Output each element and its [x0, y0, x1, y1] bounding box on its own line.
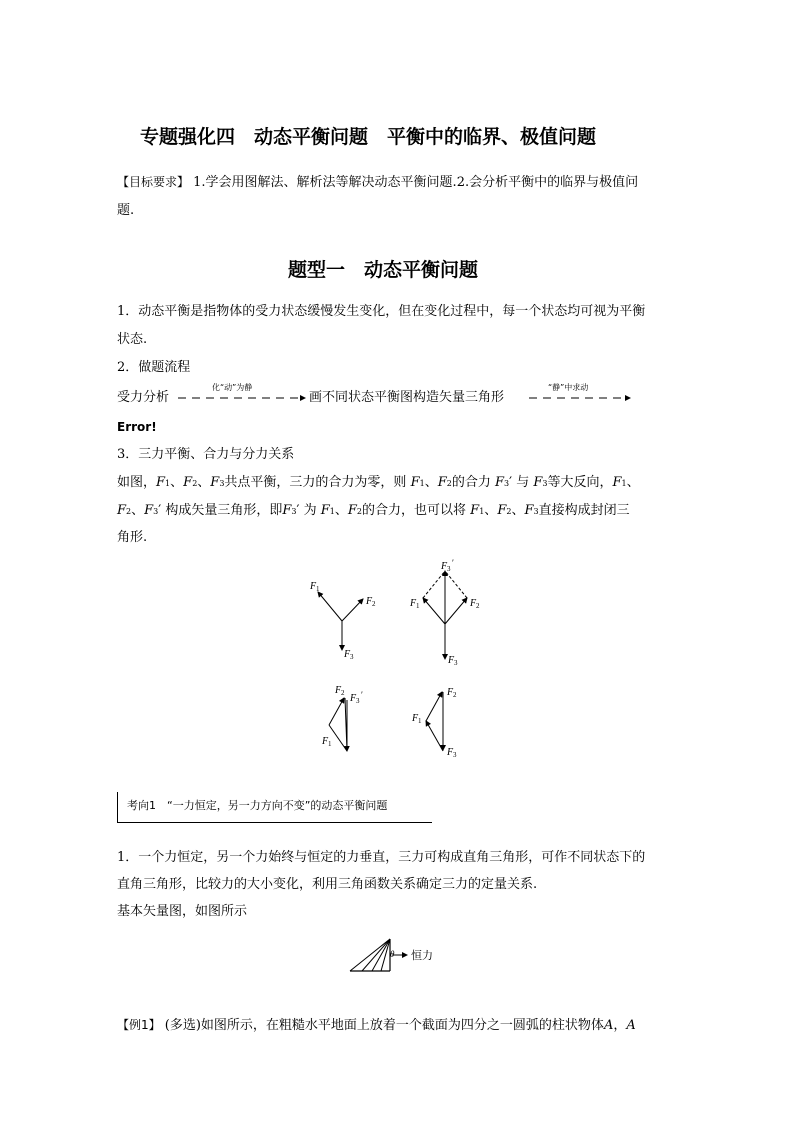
svg-text:F: F	[470, 598, 477, 609]
constant-force-label: 恒力	[411, 950, 433, 962]
svg-text:1: 1	[418, 717, 422, 725]
section1-p3: 3．三力平衡、合力与分力关系	[117, 447, 295, 462]
svg-text:3: 3	[350, 653, 354, 661]
diagram-concurrent-forces	[309, 581, 376, 661]
svg-text:2: 2	[453, 691, 457, 699]
diagram-triangle-resultant	[321, 685, 363, 751]
section2-p1-line2: 直角三角形，比较力的大小变化，利用三角函数关系确定三力的定量关系.	[117, 877, 538, 892]
example-text: (多选)如图所示，在粗糙水平地面上放着一个截面为四分之一圆弧的柱状物体	[164, 1018, 604, 1033]
svg-text:1: 1	[328, 740, 332, 748]
flow-arrow-2	[527, 392, 631, 404]
section2-p2: 基本矢量图，如图所示	[117, 904, 248, 919]
objectives-line-1	[117, 175, 638, 190]
basic-vector-diagram	[340, 935, 450, 975]
objectives-line-2: 题.	[117, 203, 135, 218]
svg-text:2: 2	[372, 600, 376, 608]
svg-text:F: F	[447, 687, 454, 698]
section2-p1-line1: 1．一个力恒定，另一个力始终与恒定的力垂直，三力可构成直角三角形，可作不同状态下的	[117, 850, 646, 865]
svg-text:3: 3	[454, 659, 458, 667]
section1-p2: 2．做题流程	[117, 360, 191, 375]
svg-text:3: 3	[447, 565, 451, 573]
svg-text:F: F	[322, 736, 329, 747]
flow-arrow-2-label: “静”中求动	[548, 383, 589, 392]
svg-text:′: ′	[361, 690, 363, 700]
svg-text:F: F	[350, 693, 357, 704]
label-f1: F	[310, 581, 317, 592]
svg-text:F: F	[448, 655, 455, 666]
svg-text:F: F	[441, 561, 448, 572]
svg-text:3: 3	[453, 751, 457, 759]
diagram-parallelogram	[409, 558, 480, 667]
svg-text:F: F	[410, 598, 417, 609]
label-f3: F	[344, 649, 351, 660]
section1-p1-line2: 状态.	[117, 332, 148, 347]
svg-text:3: 3	[356, 697, 360, 705]
svg-text:2: 2	[341, 689, 345, 697]
svg-text:F: F	[447, 747, 454, 758]
section-heading-1: 题型一 动态平衡问题	[288, 259, 479, 281]
kaoxiang-label: 考向1 “一力恒定，另一力方向不变”的动态平衡问题	[127, 799, 388, 812]
section1-p1-line1: 1．动态平衡是指物体的受力状态缓慢发生变化，但在变化过程中，每一个状态均可视为平衡	[117, 304, 646, 319]
flow-step-1: 受力分析	[117, 390, 170, 405]
svg-text:F: F	[335, 685, 342, 696]
theta-label: θ	[390, 949, 395, 959]
section1-p3-line1: 如图，F1、F2、F3共点平衡，三力的合力为零，则 F1、F2的合力 F3′ 与 F3等大反向，F1、	[117, 475, 640, 490]
error-text: Error!	[117, 420, 157, 434]
example-tag: 【例1】	[117, 1018, 161, 1032]
flow-arrow-1-label: 化“动”为静	[212, 383, 253, 392]
svg-text:2: 2	[476, 602, 480, 610]
flow-arrow-1	[176, 392, 306, 404]
example-1-line: 【例1】 (多选)如图所示，在粗糙水平地面上放着一个截面为四分之一圆弧的柱状物体A，A	[117, 1018, 636, 1033]
section1-p3-line2: F2、F3′ 构成矢量三角形，即F3′ 为 F1、F2的合力，也可以将 F1、F2、F3直接构成封闭三	[117, 503, 630, 518]
section1-p3-line3: 角形.	[117, 530, 148, 545]
diagram-closed-triangle	[411, 687, 457, 759]
page-title: 专题强化四 动态平衡问题 平衡中的临界、极值问题	[140, 126, 597, 148]
flow-step-2: 画不同状态平衡图构造矢量三角形	[309, 390, 505, 405]
svg-text:′: ′	[452, 558, 454, 568]
svg-text:1: 1	[316, 585, 320, 593]
label-f2: F	[366, 596, 373, 607]
svg-text:F: F	[412, 713, 419, 724]
svg-text:1: 1	[416, 602, 420, 610]
objectives-text-1: 1.学会用图解法、解析法等解决动态平衡问题.2.会分析平衡中的临界与极值问	[193, 175, 639, 190]
objectives-tag: 【目标要求】	[117, 175, 190, 189]
force-diagrams	[290, 555, 520, 770]
